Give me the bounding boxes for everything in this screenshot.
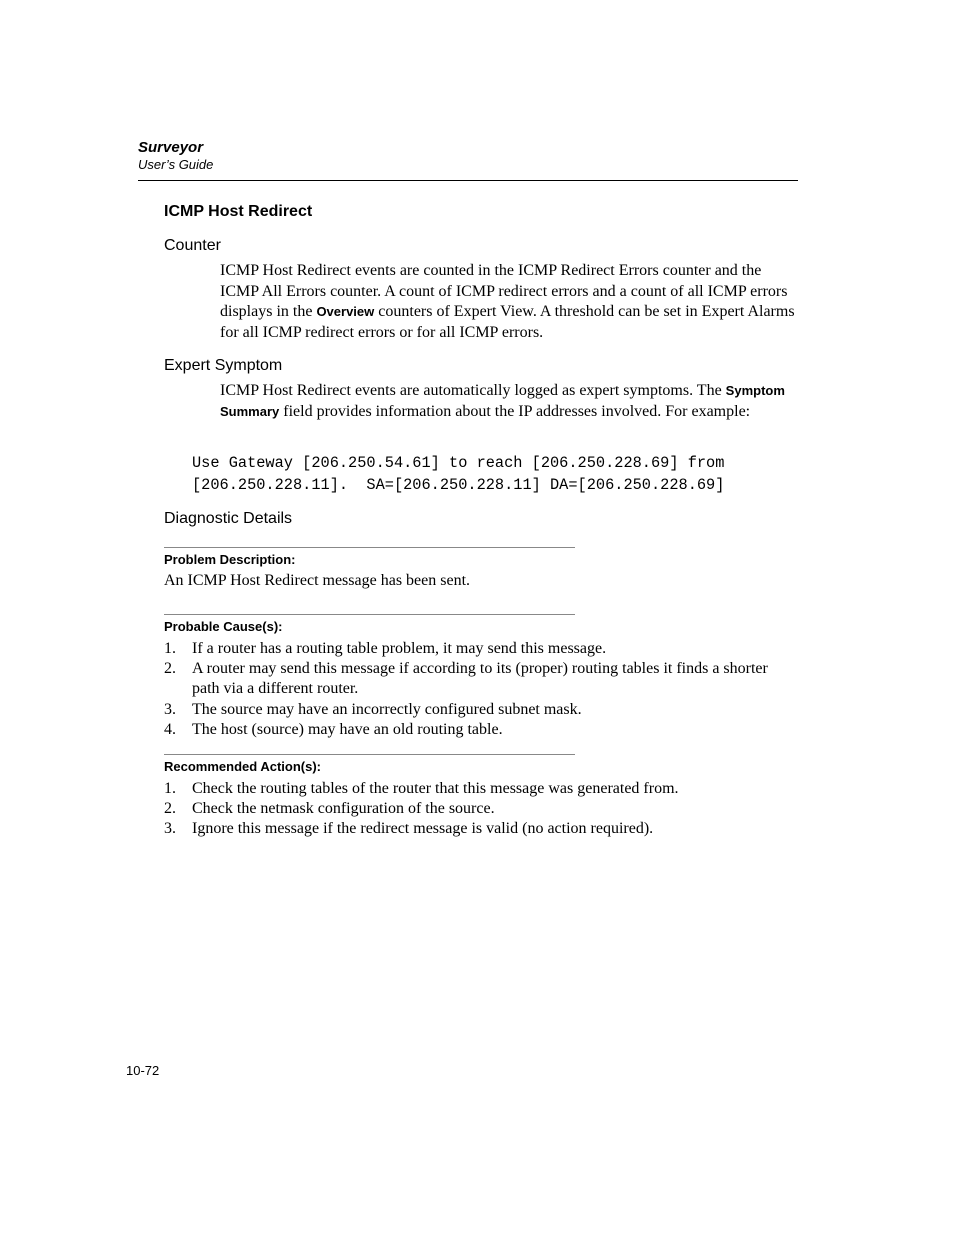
list-number: 4. [164, 720, 176, 738]
list-item-text: Check the routing tables of the router that this message was generated from. [192, 780, 679, 797]
list-number: 3. [164, 820, 176, 838]
overview-ui-term: Overview [316, 304, 375, 319]
list-item [164, 799, 784, 819]
diagnostic-details-heading: Diagnostic Details [164, 510, 293, 527]
counter-text-part-1: ICMP Host Redirect events are counted in the ICMP Redirect Errors counter and the ICMP All Errors counter. A count of ICMP redirect errors and a count of all ICMP errors displays in the [220, 262, 788, 320]
example-code-block [192, 452, 724, 496]
page-number: 10-72 [126, 1063, 160, 1078]
probable-causes-label: Probable Cause(s): [164, 619, 283, 634]
list-item-text: The host (source) may have an old routing table. [192, 720, 503, 738]
running-header-title: Surveyor [138, 139, 204, 156]
list-item-text: Check the netmask configuration of the source. [192, 800, 495, 818]
expert-symptom-paragraph [220, 381, 800, 422]
list-item [164, 659, 784, 699]
list-item-text: The source may have an incorrectly configured subnet mask. [192, 700, 582, 718]
header-rule [138, 180, 798, 181]
counter-paragraph [220, 261, 800, 343]
symptom-summary-ui-term: Symptom Summary [220, 383, 785, 419]
list-item-text: If a router has a routing table problem, it may send this message. [192, 640, 607, 657]
recommended-actions-list [164, 779, 784, 840]
list-number: 2. [164, 660, 176, 678]
list-item [164, 720, 784, 740]
recommended-actions-label: Recommended Action(s): [164, 759, 321, 774]
list-number: 2. [164, 800, 176, 818]
problem-description-text: An ICMP Host Redirect message has been sent. [164, 572, 471, 589]
expert-text-part-1: ICMP Host Redirect events are automatically logged as expert symptoms. The [220, 382, 726, 399]
code-line: [206.250.228.11]. SA=[206.250.228.11] DA=[206.250.228.69] [192, 476, 725, 494]
problem-description-label: Problem Description: [164, 552, 296, 567]
divider [164, 547, 575, 548]
list-item [164, 700, 784, 720]
section-title: ICMP Host Redirect [164, 203, 313, 220]
expert-symptom-heading: Expert Symptom [164, 357, 283, 374]
probable-causes-list [164, 639, 784, 740]
counter-text-part-2: counters of Expert View. A threshold can be set in Expert Alarms for all ICMP redirect errors or for all ICMP errors. [220, 303, 795, 341]
list-item [164, 819, 784, 839]
list-item [164, 639, 784, 659]
list-item-text: Ignore this message if the redirect message is valid (no action required). [192, 820, 654, 838]
list-number: 1. [164, 780, 176, 797]
divider [164, 754, 575, 755]
list-number: 1. [164, 640, 176, 657]
running-header-subtitle: User’s Guide [138, 157, 214, 172]
list-number: 3. [164, 700, 176, 718]
expert-text-part-2: field provides information about the IP addresses involved. For example: [279, 402, 751, 420]
list-item-text: A router may send this message if according to its (proper) routing tables it finds a shorter path via a different router. [192, 660, 768, 698]
counter-heading: Counter [164, 237, 221, 254]
code-line: Use Gateway [206.250.54.61] to reach [206.250.228.69] from [192, 454, 725, 472]
divider [164, 614, 575, 615]
list-item [164, 779, 784, 799]
